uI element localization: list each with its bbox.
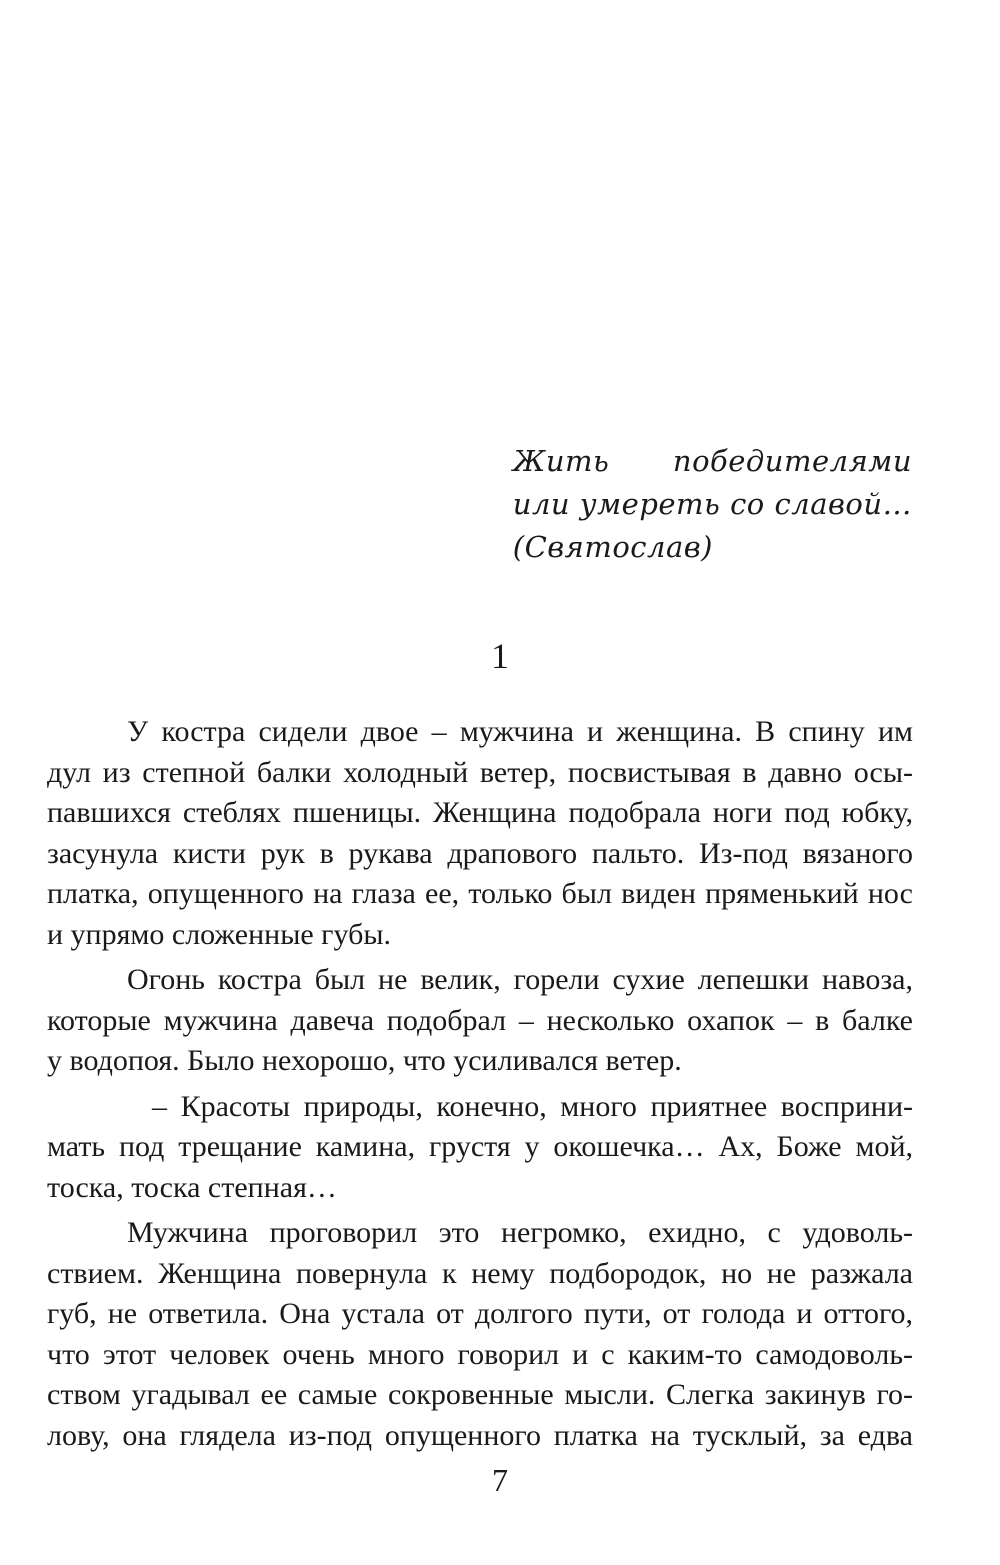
text-line: у водопоя. Было нехорошо, что усиливался ветер. (47, 1044, 682, 1077)
epigraph-line: или умереть со славой… (512, 487, 912, 521)
text-line: засунула кисти рук в рукава драпового пальто. Из-под вязаного (47, 836, 913, 870)
text-line: платка, опущенного на глаза ее, только был виден пряменький нос (47, 877, 913, 910)
text-line: лову, она глядела из-под опущенного платка на тусклый, за едва (47, 1418, 913, 1452)
text-line: мать под трещание камина, грустя у окошечка… Ах, Боже мой, (47, 1130, 913, 1163)
text-line: – Красоты природы, конечно, много приятнее восприни- (152, 1089, 913, 1123)
text-line: тоска, тоска степная… (47, 1170, 337, 1204)
text-line: ством угадывал ее самые сокровенные мысли. Слегка закинув го- (47, 1378, 913, 1411)
text-line: что этот человек очень много говорил и с каким-то самодоволь- (47, 1337, 913, 1371)
epigraph-line: Жить победителями (512, 444, 912, 478)
epigraph (513, 440, 912, 569)
text-line: и упрямо сложенные губы. (47, 917, 391, 951)
chapter-number: 1 (491, 636, 509, 676)
text-line: У костра сидели двое – мужчина и женщина. В спину им (127, 715, 913, 748)
page-number: 7 (492, 1462, 508, 1498)
paragraph (47, 712, 913, 955)
text-line: губ, не ответила. Она устала от долгого пути, от голода и оттого, (47, 1297, 913, 1330)
paragraph (47, 1213, 913, 1456)
text-line: дул из степной балки холодный ветер, посвистывая в давно осы- (47, 755, 913, 789)
epigraph-attribution: (Святослав) (512, 530, 713, 564)
text-line: павшихся стеблях пшеницы. Женщина подобрала ноги под юбку, (47, 796, 913, 829)
text-line: ствием. Женщина повернула к нему подбородок, но не разжала (47, 1256, 913, 1290)
text-line: Огонь костра был не велик, горели сухие лепешки навоза, (127, 963, 913, 996)
body-text (47, 712, 913, 1461)
text-line: Мужчина проговорил это негромко, ехидно, с удоволь- (127, 1216, 913, 1249)
paragraph (47, 1087, 913, 1209)
text-line: которые мужчина давеча подобрал – несколько охапок – в балке (47, 1003, 913, 1037)
paragraph (47, 960, 913, 1082)
